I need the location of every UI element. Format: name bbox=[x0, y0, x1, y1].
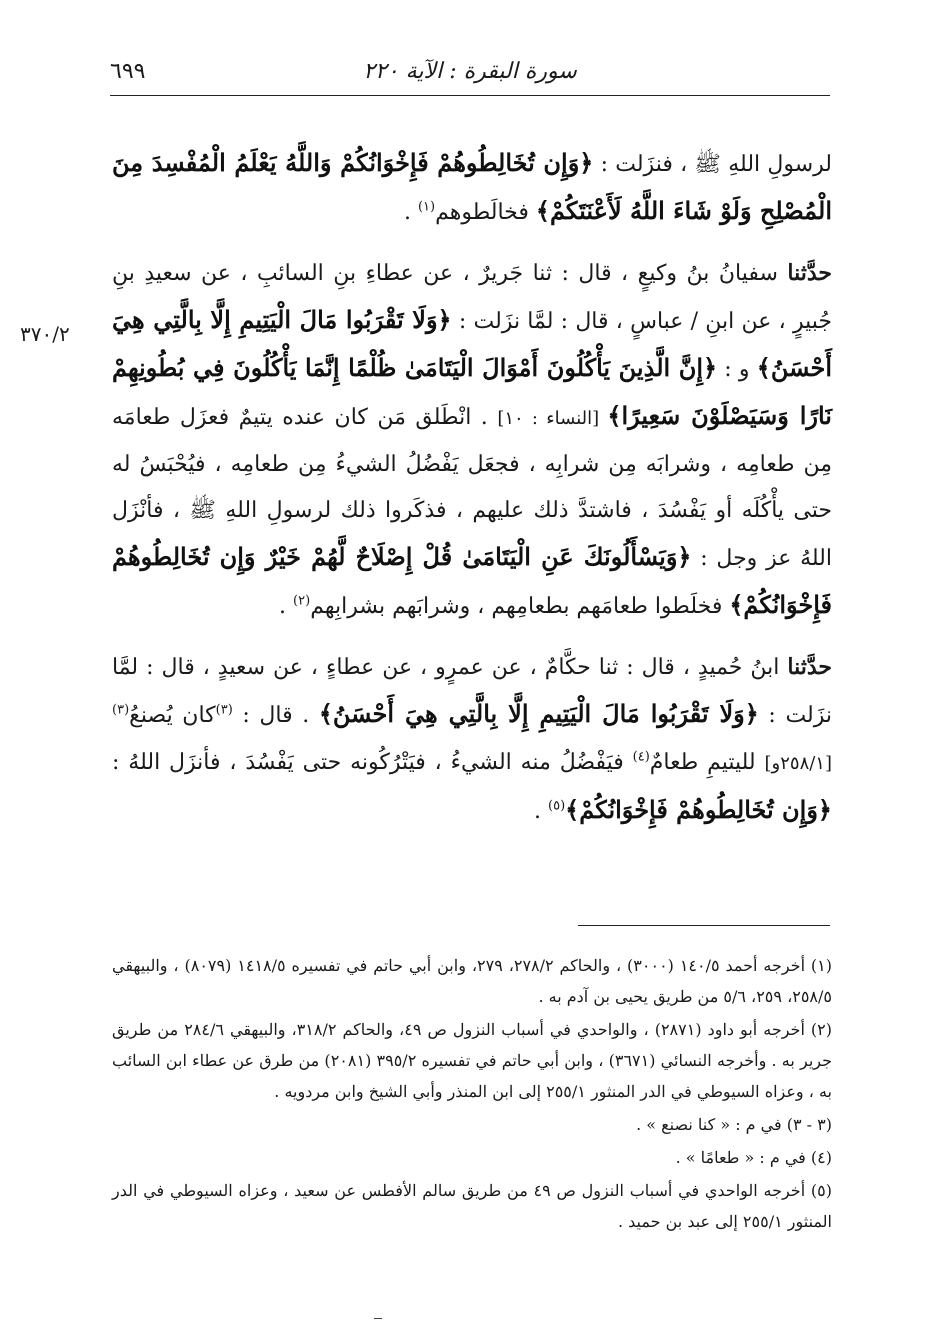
footnote: (٤) في م : « طعامًا » . bbox=[675, 1148, 832, 1167]
main-text bbox=[112, 140, 832, 849]
narration-text: كان يُصنعُ bbox=[129, 703, 216, 728]
quran-verse: ﴿وَإِن تُخَالِطُوهُمْ فَإِخْوَانُكُمْ﴾ bbox=[565, 795, 832, 824]
footnote: (١) أخرجه أحمد ١٤٠/٥ (٣٠٠٠) ، والحاكم ٢٧٨/٢، ٢٧٩، وابن أبي حاتم في تفسيره ١٤١٨/٥ (٨٠٧٩) ، والبيهقي ٢٥٨/٥، ٢٥٩، ٥/٦ من طريق يحيى بن آدم به . bbox=[112, 956, 833, 1006]
narration-text: لليتيمِ طعامٌ bbox=[649, 750, 765, 775]
citation-ref: [٢٥٨/١و] bbox=[764, 753, 833, 774]
footnote-marker: (١) bbox=[417, 199, 436, 215]
footnote-marker: (٣) bbox=[112, 702, 130, 718]
quran-verse: ﴿وَإِن تُخَالِطُوهُمْ فَإِخْوَانُكُمْ وَاللَّهُ يَعْلَمُ الْمُفْسِدَ مِنَ الْمُصْلِحِ وَلَوْ شَاءَ اللَّهُ لَأَعْنَتَكُمْ﴾ bbox=[112, 148, 832, 225]
narration-text: و : bbox=[717, 357, 757, 382]
quran-verse: ﴿إِنَّ الَّذِينَ يَأْكُلُونَ أَمْوَالَ الْيَتَامَىٰ ظُلْمًا إِنَّمَا يَأْكُلُونَ فِي بُطُونِهِمْ نَارًا وَسَيَصْلَوْنَ سَعِيرًا﴾ bbox=[112, 353, 832, 430]
paragraph bbox=[112, 250, 832, 630]
footnote: (٣ - ٣) في م : « كنا نصنع » . bbox=[636, 1115, 832, 1134]
paragraph bbox=[112, 644, 832, 835]
citation-ref: [النساء : ١٠] bbox=[497, 408, 608, 429]
isnad-lead-word: حدَّثنا bbox=[787, 654, 832, 680]
narration-text: فخلَطوا طعامَهم بطعامِهم ، وشرابَهم بشرابِهم bbox=[310, 594, 730, 619]
page-header bbox=[110, 55, 830, 96]
footnote-marker: (٥) bbox=[548, 798, 566, 814]
narration-text: . bbox=[403, 200, 418, 225]
quran-verse: ﴿وَلَا تَقْرَبُوا مَالَ الْيَتِيمِ إِلَّا بِالَّتِي هِيَ أَحْسَنُ﴾ bbox=[318, 699, 759, 728]
narration-text: . bbox=[279, 594, 294, 619]
narration-text: . انْطَلق مَن كان عنده يتيمٌ فعزَل طعامَه مِن طعامِه ، وشرابَه مِن شرابِه ، فجعَل يَفْضُلُ الشيءُ مِن طعامِه ، فيُحْبَسُ له حتى يأْكُلَه أو يَفْسُدَ ، فاشتدَّ ذلك عليهم ، فذكَروا ذلك لرسولِ اللهِ ﷺ ، فأنْزَل اللهُ عز وجل : bbox=[112, 405, 832, 571]
footnote: (٢) أخرجه أبو داود (٢٨٧١) ، والواحدي في أسباب النزول ص ٤٩، والحاكم ٣١٨/٢، والبيهقي ٢٨٤/٦ من طريق جرير به . وأخرجه النسائي (٣٦٧١) ، وابن أبي حاتم في تفسيره ٣٩٥/٢ (٢٠٨١) من طرق عن عطاء ابن السائب به ، وعزاه السيوطي في الدر المنثور ٢٥٥/١ إلى ابن المنذر وأبي الشيخ وابن مردويه . bbox=[112, 1020, 833, 1101]
quran-verse: ﴿وَيَسْأَلُونَكَ عَنِ الْيَتَامَىٰ قُلْ إِصْلَاحٌ لَّهُمْ خَيْرٌ وَإِن تُخَالِطُوهُمْ فَإِخْوَانُكُمْ﴾ bbox=[112, 542, 832, 619]
quran-verse: ﴿وَلَا تَقْرَبُوا مَالَ الْيَتِيمِ إِلَّا بِالَّتِي هِيَ أَحْسَنُ﴾ bbox=[112, 305, 832, 382]
page-number: ٦٩٩ bbox=[110, 59, 146, 84]
page-bottom-mark bbox=[374, 1318, 382, 1319]
footnote-marker: (٣) bbox=[215, 702, 233, 718]
narration-text: لرسولِ اللهِ ﷺ ، فنزَلت : bbox=[593, 152, 833, 177]
footnote-marker: (٤) bbox=[632, 749, 650, 765]
narration-text: فخالَطوهم bbox=[435, 200, 536, 225]
narration-text: . bbox=[534, 799, 549, 824]
isnad-lead-word: حدَّثنا bbox=[787, 260, 832, 286]
narration-text: سفيانُ بنُ وكيعٍ ، قال : ثنا جَريرٌ ، عن عطاءِ بنِ السائبِ ، عن سعيدِ بنِ جُبيرٍ ، عن ابنِ / عباسٍ ، قال : لمَّا نزَلت : bbox=[112, 261, 832, 334]
footnote-divider bbox=[578, 925, 830, 926]
narration-text: ابنُ حُميدٍ ، قال : ثنا حكَّامٌ ، عن عمرٍو ، عن عطاءٍ ، عن سعيدٍ ، قال : لمَّا نزَلت : bbox=[112, 655, 833, 728]
paragraph bbox=[112, 140, 832, 236]
footnote-marker: (٢) bbox=[293, 593, 311, 609]
margin-volume-page-ref: ٣٧٠/٢ bbox=[20, 322, 70, 346]
footnote: (٥) أخرجه الواحدي في أسباب النزول ص ٤٩ من طريق سالم الأفطس عن سعيد ، وعزاه السيوطي في الدر المنثور ٢٥٥/١ إلى عبد بن حميد . bbox=[112, 1181, 832, 1231]
narration-text: فيَفْضُلُ منه الشيءُ ، فيَتْرُكُونه حتى يَفْسُدَ ، فأنزَل اللهُ : bbox=[112, 750, 633, 775]
narration-text: . قال : bbox=[232, 703, 319, 728]
footnotes bbox=[112, 950, 832, 1239]
running-title: سورة البقرة : الآية ٢٢٠ bbox=[363, 59, 577, 84]
